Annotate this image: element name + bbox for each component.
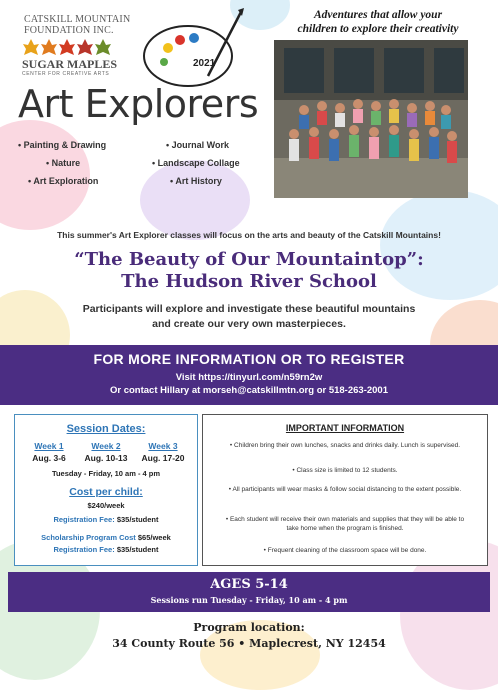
- sugar-maples-subtitle: CENTER FOR CREATIVE ARTS: [22, 71, 110, 77]
- description: [0, 302, 498, 332]
- org-name-line2: FOUNDATION INC.: [24, 25, 114, 36]
- topic-item: • Landscape Collage: [152, 158, 240, 168]
- week-dates: Aug. 10-13: [84, 453, 128, 463]
- maple-leaves-logo: [22, 38, 132, 56]
- important-item: • Class size is limited to 12 students.: [292, 467, 398, 474]
- ages-schedule: Sessions run Tuesday - Friday, 10 am - 4 pm: [150, 595, 348, 605]
- group-photo: [274, 40, 468, 198]
- important-item: • Each student will receive their own materials and supplies that they will be able to take home when the program is finished.: [225, 516, 465, 532]
- session-box: [14, 414, 198, 566]
- location-address: 34 County Route 56 • Maplecrest, NY 12454: [112, 637, 386, 650]
- scholarship-label: Scholarship Program Cost: [41, 533, 136, 542]
- headline: [0, 249, 498, 293]
- cost-value: $240/week: [87, 501, 125, 510]
- scholarship-value: $65/week: [137, 533, 171, 542]
- session-schedule: Tuesday - Friday, 10 am - 4 pm: [51, 469, 161, 478]
- topic-item: • Nature: [46, 158, 81, 168]
- org-name-line1: CATSKILL MOUNTAIN: [24, 14, 131, 25]
- topic-label: Art History: [175, 176, 222, 186]
- cost-title: Cost per child:: [69, 486, 143, 498]
- week-name: Week 2: [91, 441, 121, 451]
- week-name: Week 3: [148, 441, 178, 451]
- topic-label: Painting & Drawing: [23, 140, 107, 150]
- ages-heading: AGES 5-14: [210, 577, 288, 592]
- week-item: [133, 441, 193, 463]
- important-item: • All participants will wear masks & follow social distancing to the extent possible.: [228, 486, 462, 493]
- week-name: Week 1: [34, 441, 64, 451]
- topic-item: • Art History: [170, 176, 222, 186]
- page-title: Art Explorers: [18, 82, 259, 126]
- week-item: [19, 441, 79, 463]
- headline-line2: The Hudson River School: [121, 271, 377, 292]
- register-info-band: [0, 345, 498, 405]
- ages-band: [8, 572, 490, 612]
- week-item: [76, 441, 136, 463]
- week-dates: Aug. 17-20: [141, 453, 185, 463]
- topic-item: • Journal Work: [166, 140, 230, 150]
- year-label: 2021: [193, 58, 216, 69]
- topic-item: • Art Exploration: [28, 176, 99, 186]
- topic-label: Landscape Collage: [157, 158, 240, 168]
- intro-text: This summer's Art Explorer classes will focus on the arts and beauty of the Catskill Mountains!: [57, 230, 441, 240]
- description-line1: Participants will explore and investigate these beautiful mountains: [82, 303, 416, 315]
- location-label: Program location:: [193, 621, 305, 634]
- important-info-box: [202, 414, 488, 566]
- tagline: [262, 8, 494, 36]
- week-dates: Aug. 3-6: [32, 453, 66, 463]
- palette-logo: [138, 6, 250, 92]
- tagline-line1: Adventures that allow your: [313, 9, 443, 21]
- scholarship-cost: [15, 533, 197, 542]
- register-contact-line[interactable]: Or contact Hillary at morseh@catskillmtn.org or 518-263-2001: [109, 385, 388, 396]
- topic-item: • Painting & Drawing: [18, 140, 107, 150]
- register-heading: FOR MORE INFORMATION OR TO REGISTER: [93, 351, 405, 367]
- important-item: • Children bring their own lunches, snacks and drinks daily. Lunch is supervised.: [229, 442, 461, 449]
- sugar-maples-logo-text: SUGAR MAPLES: [22, 57, 118, 71]
- registration-fee-label: Registration Fee:: [53, 545, 115, 554]
- topic-label: Art Exploration: [33, 176, 99, 186]
- important-title: IMPORTANT INFORMATION: [285, 423, 405, 433]
- registration-fee: [15, 515, 197, 524]
- important-item: • Frequent cleaning of the classroom space will be done.: [263, 547, 427, 554]
- register-url-line[interactable]: Visit https://tinyurl.com/n59rn2w: [175, 372, 323, 383]
- headline-line1: “The Beauty of Our Mountaintop”:: [74, 249, 424, 270]
- registration-fee-value: $35/student: [116, 545, 159, 554]
- tagline-line2: children to explore their creativity: [297, 23, 459, 35]
- registration-fee-label: Registration Fee:: [53, 515, 115, 524]
- topic-label: Nature: [51, 158, 81, 168]
- description-line2: and create our very own masterpieces.: [152, 318, 346, 330]
- registration-fee-2: [15, 545, 197, 554]
- topic-label: Journal Work: [171, 140, 230, 150]
- session-dates-title: Session Dates:: [66, 423, 146, 435]
- registration-fee-value: $35/student: [116, 515, 159, 524]
